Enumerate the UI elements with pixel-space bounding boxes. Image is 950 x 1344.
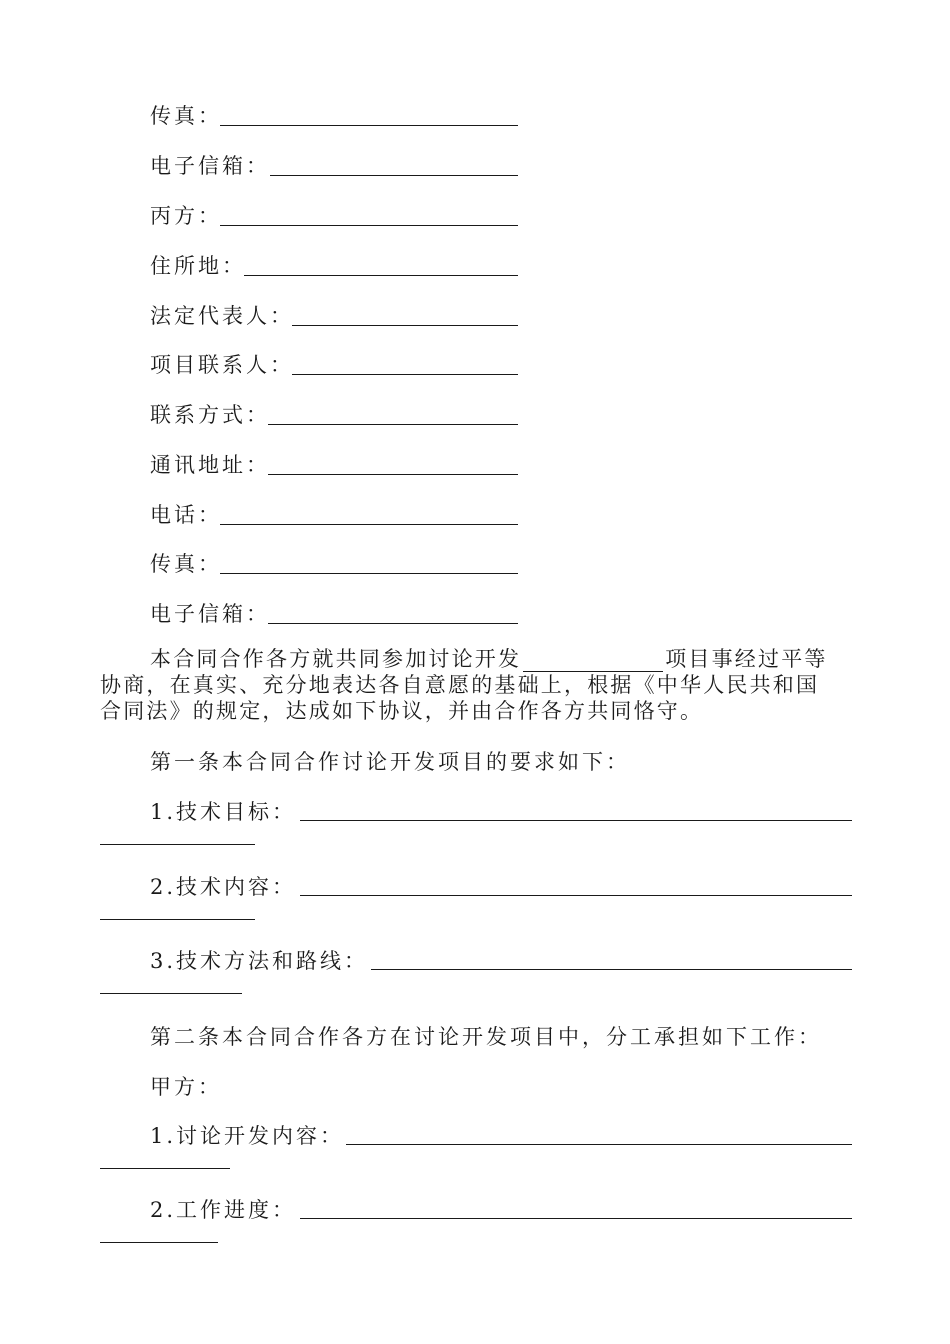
- tech-content-blank-line-cont[interactable]: [100, 919, 255, 920]
- phone-blank-line[interactable]: [220, 524, 518, 525]
- contact-method-blank-line[interactable]: [268, 424, 518, 425]
- tech-method-label: 3.技术方法和路线：: [150, 949, 369, 973]
- fax-blank-line-2[interactable]: [220, 573, 518, 574]
- work-progress-label: 2.工作进度：: [150, 1198, 297, 1222]
- domicile-label: 住所地：: [150, 254, 246, 278]
- intro-line-1: [150, 647, 828, 672]
- research-content-label: 1.讨论开发内容：: [150, 1124, 345, 1148]
- mailing-address-blank-line[interactable]: [268, 474, 518, 475]
- phone-label: 电话：: [150, 503, 222, 527]
- work-progress-blank-line[interactable]: [300, 1218, 852, 1219]
- intro-line-3: 合同法》的规定，达成如下协议，并由合作各方共同恪守。: [100, 699, 704, 723]
- article-2-item-2: [100, 1194, 852, 1274]
- intro-paragraph: [100, 647, 852, 727]
- fax-label: 传真：: [150, 104, 222, 128]
- fax-blank-line[interactable]: [220, 125, 518, 126]
- legal-rep-blank-line[interactable]: [292, 325, 518, 326]
- project-contact-blank-line[interactable]: [292, 374, 518, 375]
- tech-goal-label: 1.技术目标：: [150, 800, 297, 824]
- intro-line-1-before: 本合同合作各方就共同参加讨论开发: [150, 647, 522, 671]
- email-blank-line-2[interactable]: [268, 623, 518, 624]
- tech-content-label: 2.技术内容：: [150, 875, 297, 899]
- tech-method-blank-line[interactable]: [371, 969, 852, 970]
- article-2-title: 第二条本合同合作各方在讨论开发项目中，分工承担如下工作：: [150, 1025, 822, 1049]
- article-2-item-1: [100, 1120, 852, 1200]
- tech-content-blank-line[interactable]: [300, 895, 852, 896]
- article-1-item-3: [100, 945, 852, 1025]
- email-label-2: 电子信箱：: [150, 602, 270, 626]
- contact-method-label: 联系方式：: [150, 403, 270, 427]
- article-1-item-1: [100, 796, 852, 876]
- research-content-blank-line[interactable]: [346, 1144, 852, 1145]
- email-label: 电子信箱：: [150, 154, 270, 178]
- legal-rep-label: 法定代表人：: [150, 304, 294, 328]
- party-a-heading: 甲方：: [150, 1075, 222, 1099]
- project-contact-label: 项目联系人：: [150, 353, 294, 377]
- research-content-blank-line-cont[interactable]: [100, 1168, 230, 1169]
- tech-method-blank-line-cont[interactable]: [100, 993, 242, 994]
- mailing-address-label: 通讯地址：: [150, 453, 270, 477]
- work-progress-blank-line-cont[interactable]: [100, 1242, 218, 1243]
- tech-goal-blank-line-cont[interactable]: [100, 844, 255, 845]
- fax-label-2: 传真：: [150, 552, 222, 576]
- tech-goal-blank-line[interactable]: [300, 820, 852, 821]
- article-1-item-2: [100, 871, 852, 951]
- article-1-title: 第一条本合同合作讨论开发项目的要求如下：: [150, 750, 630, 774]
- project-name-blank[interactable]: [523, 652, 663, 672]
- domicile-blank-line[interactable]: [244, 275, 518, 276]
- email-blank-line[interactable]: [270, 175, 518, 176]
- intro-line-1-after: 项目事经过平等: [665, 647, 828, 671]
- party-c-label: 丙方：: [150, 204, 222, 228]
- party-c-blank-line[interactable]: [220, 225, 518, 226]
- intro-line-2: 协商，在真实、充分地表达各自意愿的基础上，根据《中华人民共和国: [100, 673, 820, 697]
